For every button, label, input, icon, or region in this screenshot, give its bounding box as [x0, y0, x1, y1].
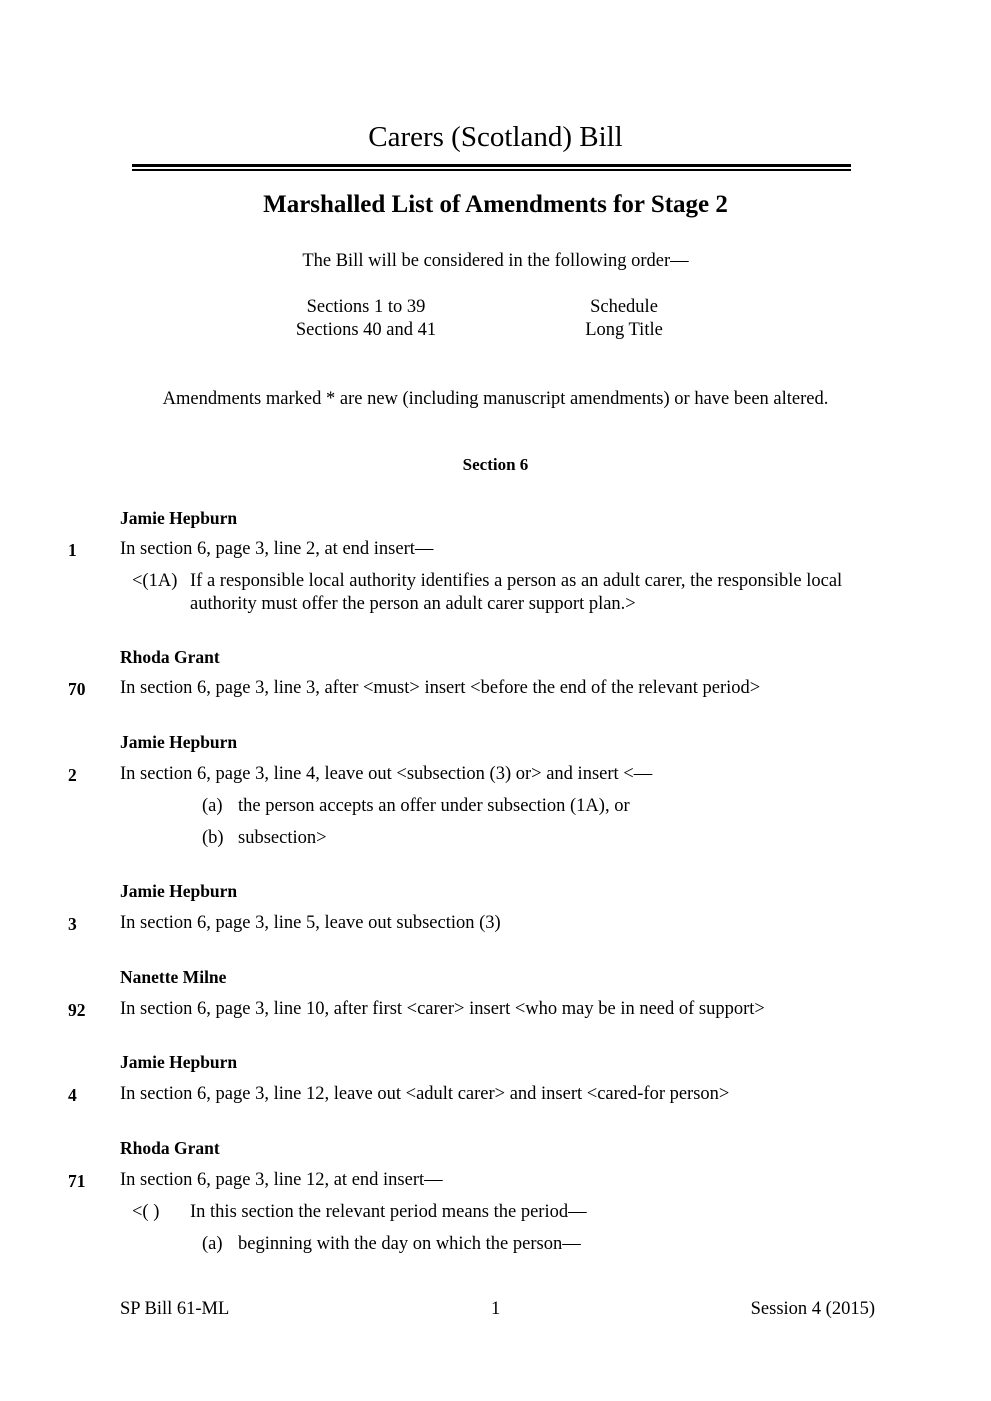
document-subtitle: Marshalled List of Amendments for Stage 2	[263, 191, 728, 218]
order-right-2: Long Title	[585, 320, 663, 340]
insert-text-line-1: If a responsible local authority identifies a person as an adult carer, the responsible local	[190, 571, 843, 591]
amendment-text: In section 6, page 3, line 5, leave out subsection (3)	[120, 913, 501, 933]
amendment-number: 1	[68, 540, 77, 560]
amendment-number: 92	[68, 1000, 86, 1020]
amendment-mover: Jamie Hepburn	[120, 1052, 238, 1072]
amendment-text: In section 6, page 3, line 3, after <must> insert <before the end of the relevant period>	[120, 678, 761, 698]
amendment-text: In section 6, page 3, line 12, leave out <adult carer> and insert <cared-for person>	[120, 1084, 730, 1104]
amendment-mover: Rhoda Grant	[120, 647, 220, 667]
para-text: the person accepts an offer under subsection (1A), or	[238, 796, 630, 816]
amendment-mover: Jamie Hepburn	[120, 881, 238, 901]
amendment-text: In section 6, page 3, line 4, leave out <subsection (3) or> and insert <—	[120, 764, 653, 784]
footer-page-number: 1	[491, 1299, 501, 1319]
amendment-mover: Nanette Milne	[120, 967, 227, 987]
insert-label: <( )	[132, 1202, 160, 1222]
amendment-text: In section 6, page 3, line 10, after first <carer> insert <who may be in need of support>	[120, 999, 765, 1019]
amendment-number: 2	[68, 765, 77, 785]
amendment-number: 3	[68, 914, 77, 934]
section-heading: Section 6	[462, 455, 529, 474]
footer-session: Session 4 (2015)	[750, 1299, 875, 1319]
para-label: (a)	[202, 796, 223, 816]
order-left-2: Sections 40 and 41	[295, 320, 437, 340]
amendment-number: 70	[68, 679, 86, 699]
para-text: beginning with the day on which the person—	[238, 1234, 581, 1254]
para-label: (b)	[202, 828, 224, 848]
amendment-mover: Jamie Hepburn	[120, 732, 238, 752]
order-intro: The Bill will be considered in the following order—	[302, 251, 689, 271]
double-rule	[132, 164, 851, 171]
amendment-text: In section 6, page 3, line 2, at end insert—	[120, 539, 434, 559]
order-left-1: Sections 1 to 39	[306, 297, 426, 317]
para-text: subsection>	[238, 828, 327, 848]
amendment-number: 71	[68, 1171, 86, 1191]
bill-title: Carers (Scotland) Bill	[368, 121, 623, 153]
insert-text-line-2: authority must offer the person an adult carer support plan.>	[190, 594, 636, 614]
amendment-number: 4	[68, 1085, 77, 1105]
order-right-1: Schedule	[590, 297, 658, 317]
para-label: (a)	[202, 1234, 223, 1254]
insert-text: In this section the relevant period means the period—	[190, 1202, 587, 1222]
amendment-text: In section 6, page 3, line 12, at end insert—	[120, 1170, 443, 1190]
amendments-notice: Amendments marked * are new (including manuscript amendments) or have been altered.	[162, 389, 829, 409]
amendment-mover: Rhoda Grant	[120, 1138, 220, 1158]
footer-bill-reference: SP Bill 61-ML	[120, 1299, 230, 1319]
insert-label: <(1A)	[132, 571, 178, 591]
amendment-mover: Jamie Hepburn	[120, 508, 238, 528]
